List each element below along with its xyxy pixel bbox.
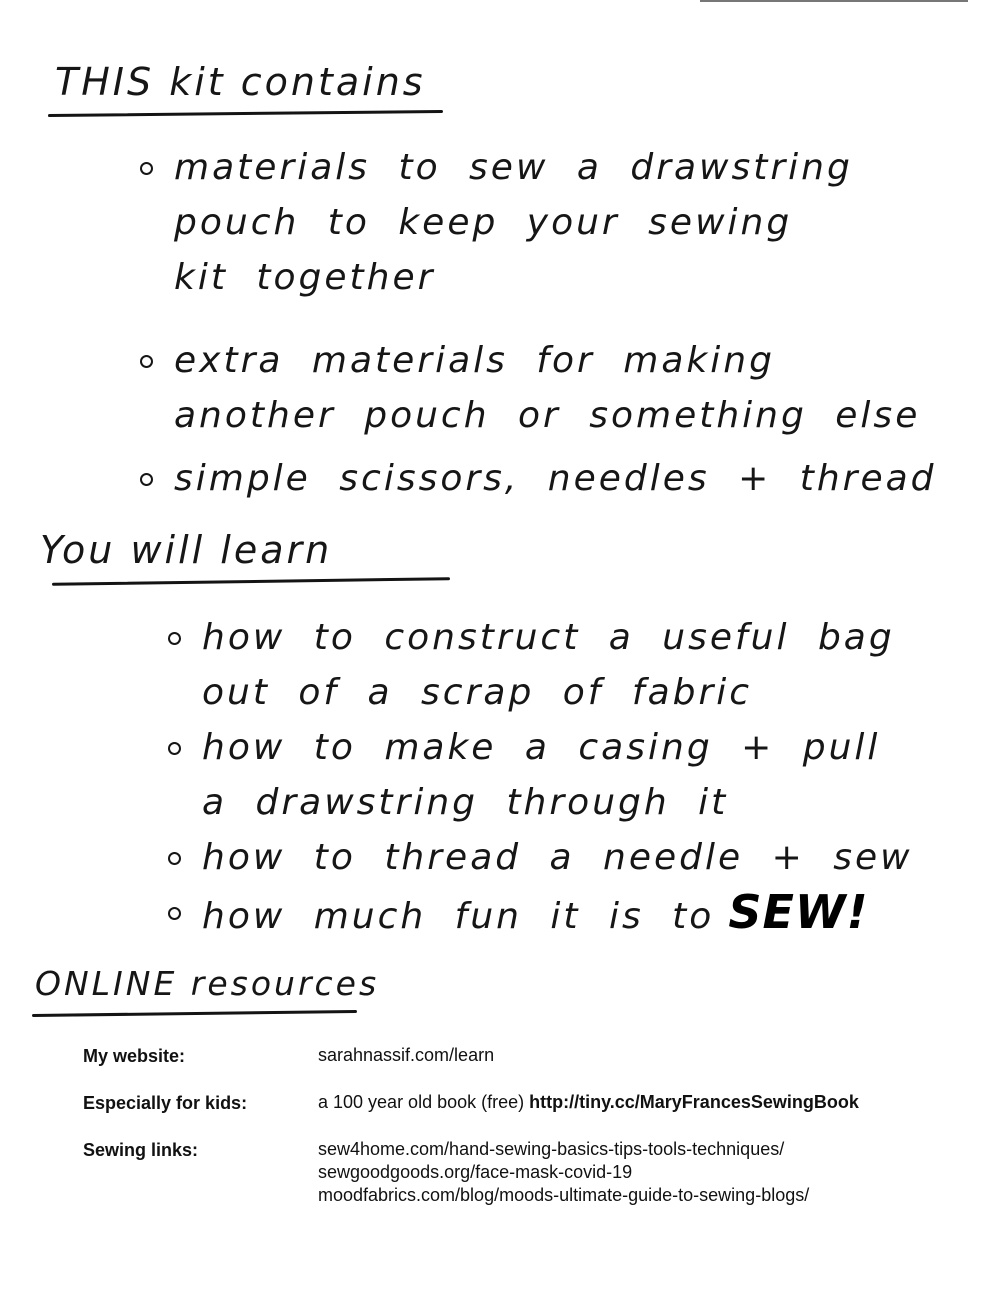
learn-list — [168, 610, 968, 944]
bullet-icon — [140, 473, 153, 486]
item-line: out of a scrap of fabric — [202, 672, 753, 713]
list-item — [140, 140, 940, 305]
item-line: how to thread a needle + sew — [202, 837, 913, 878]
resource-value — [318, 1138, 809, 1207]
resource-label: Sewing links: — [83, 1140, 199, 1160]
kids-book-link[interactable]: http://tiny.cc/MaryFrancesSewingBook — [529, 1092, 859, 1112]
item-line: how to construct a useful bag — [202, 617, 895, 658]
resources-table — [83, 1044, 963, 1229]
list-item — [168, 830, 968, 885]
kids-book-description: a 100 year old book (free) — [318, 1092, 530, 1112]
item-line: a drawstring through it — [202, 782, 729, 823]
resource-label: My website: — [83, 1046, 186, 1066]
resource-row-website — [83, 1044, 963, 1069]
resource-label: Especially for kids: — [83, 1093, 248, 1113]
resource-value — [318, 1044, 494, 1069]
item-line-text: how much fun it is to — [202, 896, 715, 937]
sewing-link[interactable]: sewgoodgoods.org/face-mask-covid-19 — [318, 1162, 633, 1182]
item-line: materials to sew a drawstring — [174, 147, 853, 188]
item-line: pouch to keep your sewing — [174, 202, 793, 243]
sewing-link[interactable]: sew4home.com/hand-sewing-basics-tips-tools-techniques/ — [318, 1139, 785, 1159]
kit-heading: THIS kit contains — [55, 60, 426, 104]
bullet-icon — [168, 852, 181, 865]
sew-emphasis: SEW! — [728, 885, 869, 939]
bullet-icon — [140, 355, 153, 368]
website-link[interactable]: sarahnassif.com/learn — [318, 1045, 495, 1065]
kit-list — [140, 140, 940, 506]
item-line — [202, 885, 968, 944]
item-line: kit together — [174, 257, 436, 298]
top-edge-rule — [700, 0, 968, 2]
bullet-icon — [168, 742, 181, 755]
item-line: how to make a casing + pull — [202, 727, 881, 768]
online-heading-underline — [32, 1010, 357, 1017]
sewing-link[interactable]: moodfabrics.com/blog/moods-ultimate-guide-to-sewing-blogs/ — [318, 1185, 810, 1205]
list-item — [168, 885, 968, 944]
resource-row-sewing-links — [83, 1138, 963, 1207]
online-heading: ONLINE resources — [35, 964, 380, 1003]
list-item — [140, 333, 940, 443]
item-line: extra materials for making — [174, 340, 775, 381]
learn-heading-underline — [52, 577, 450, 586]
item-line: another pouch or something else — [174, 395, 921, 436]
learn-heading: You will learn — [40, 528, 333, 572]
resource-row-kids — [83, 1091, 963, 1116]
item-line: simple scissors, needles + thread — [174, 458, 937, 499]
resource-value — [318, 1091, 859, 1116]
kit-heading-underline — [48, 110, 443, 117]
list-item — [168, 720, 968, 830]
list-item — [140, 451, 940, 506]
list-item — [168, 610, 968, 720]
bullet-icon — [140, 162, 153, 175]
bullet-icon — [168, 632, 181, 645]
bullet-icon — [168, 907, 181, 920]
